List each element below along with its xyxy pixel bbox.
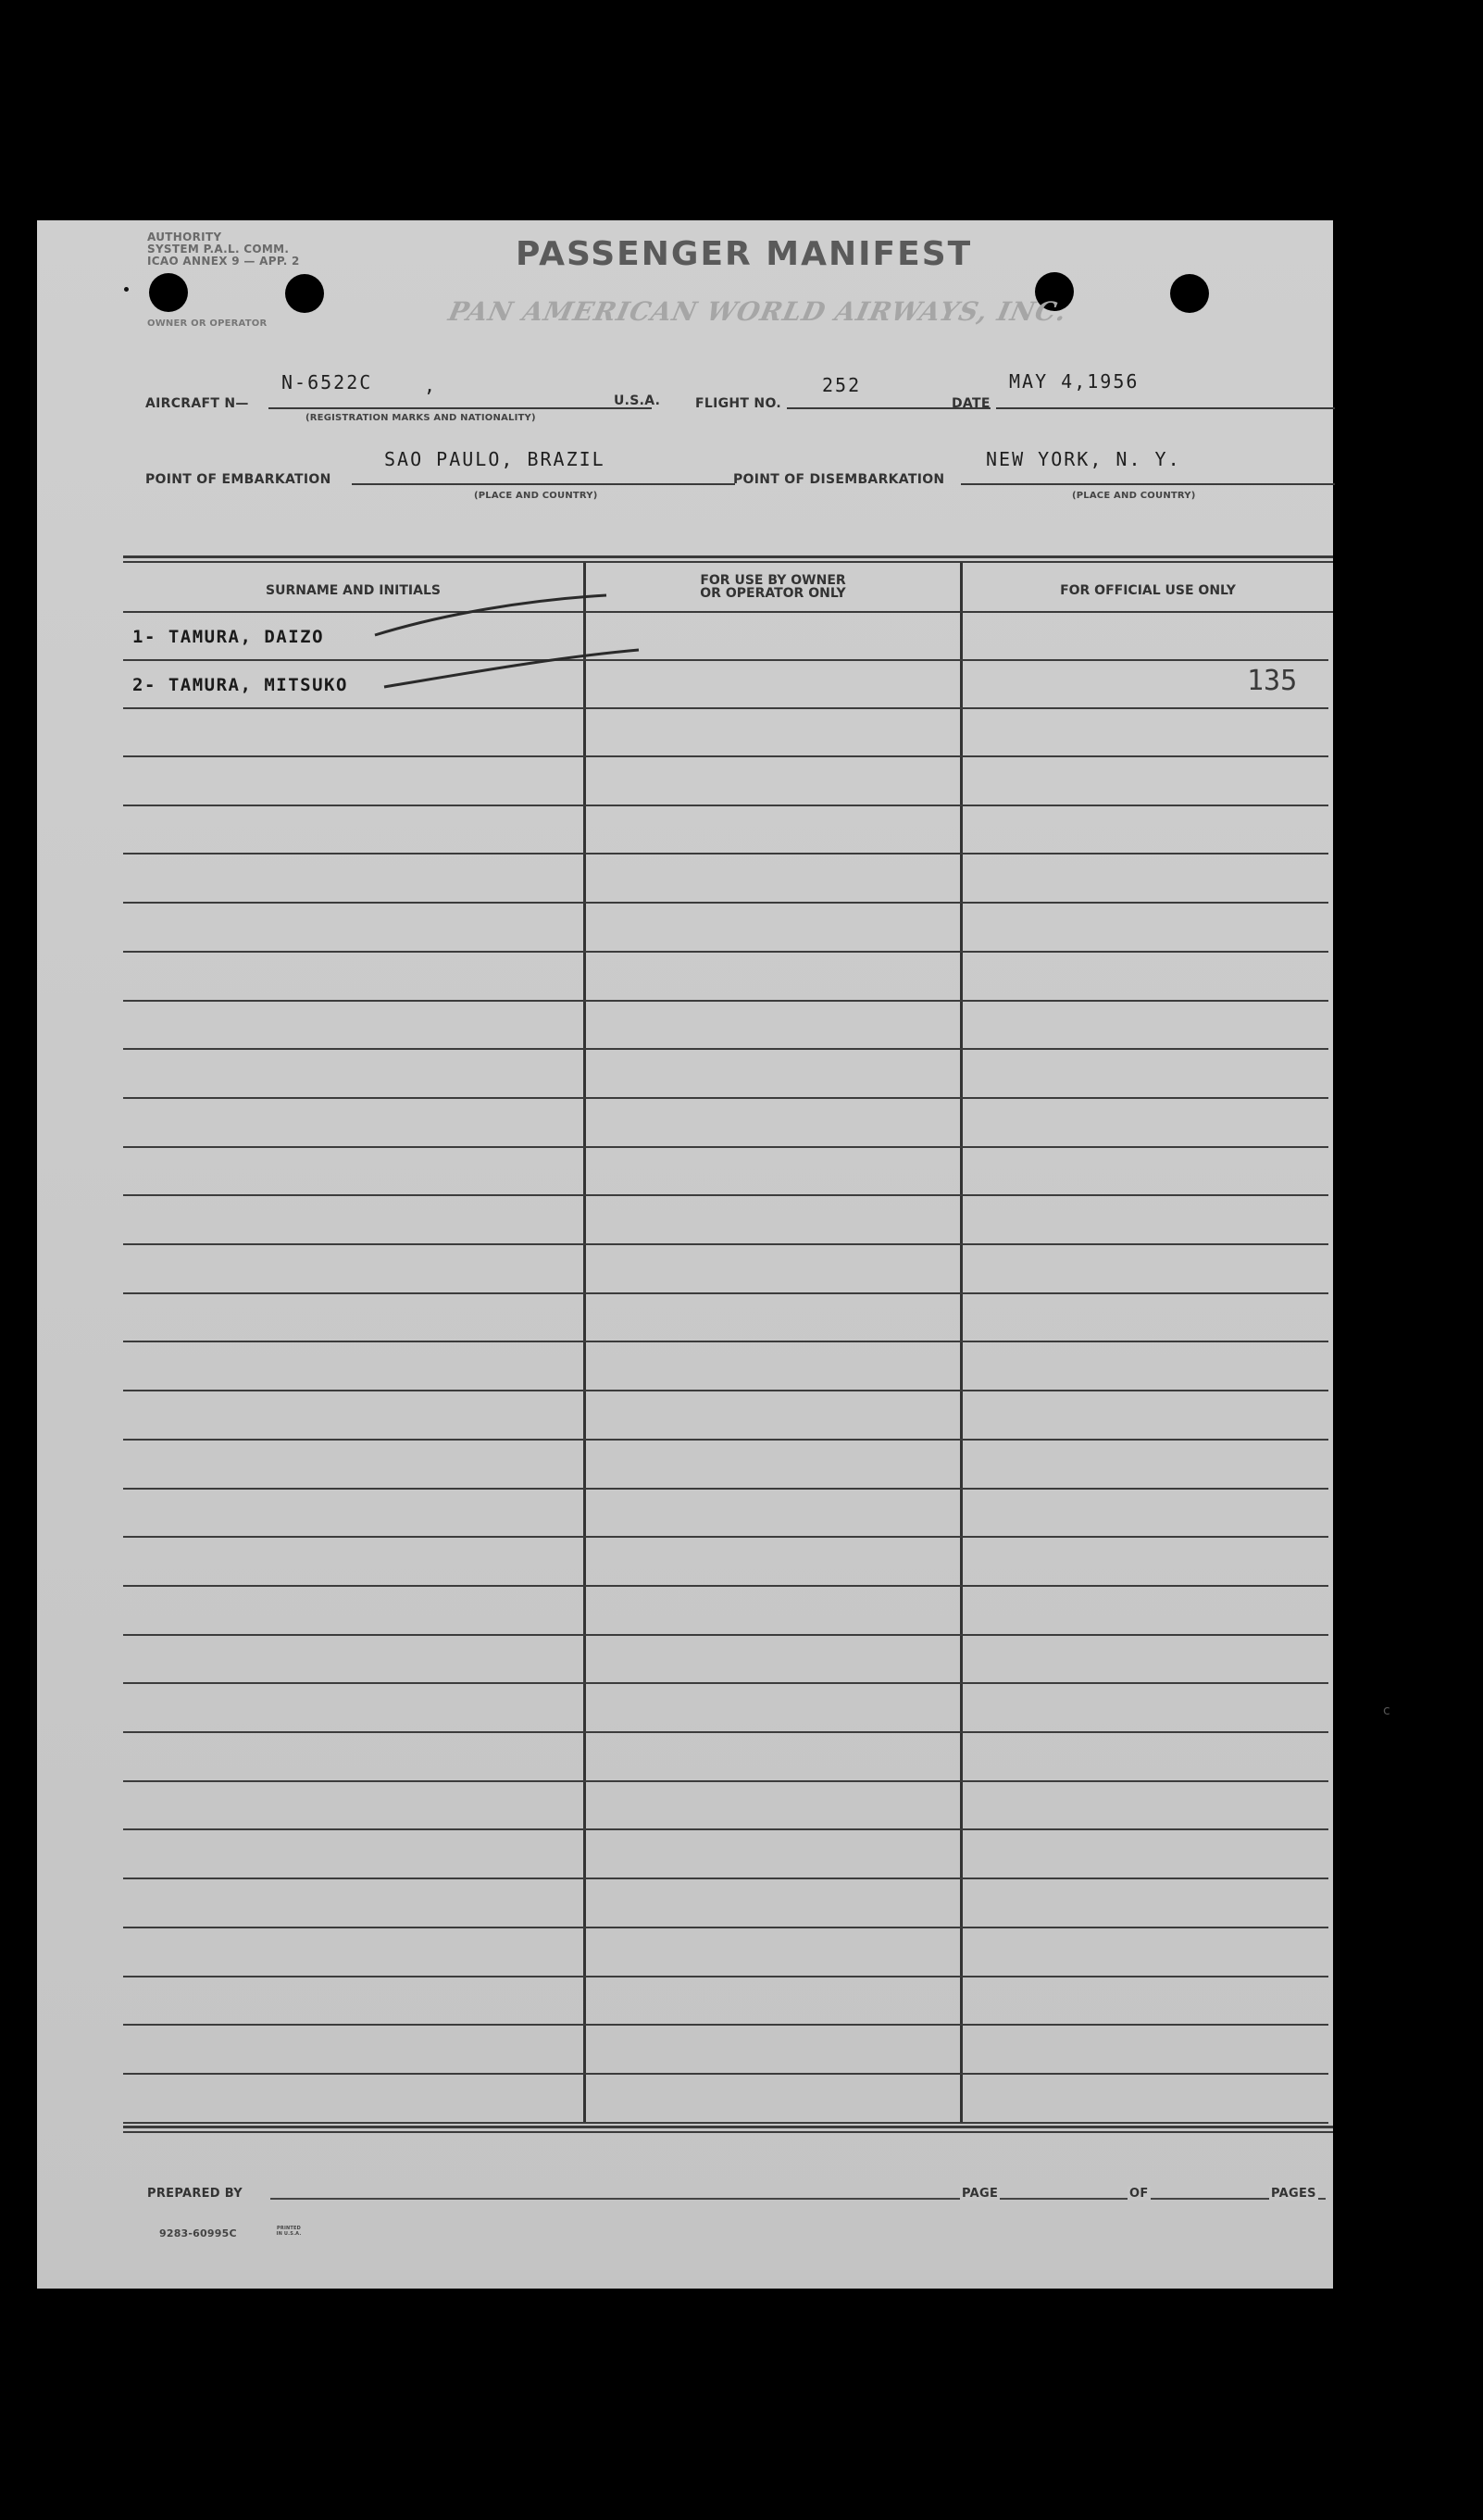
table-row bbox=[123, 1197, 1328, 1245]
aircraft-label: AIRCRAFT N— bbox=[145, 396, 249, 411]
table-row bbox=[123, 1343, 1328, 1391]
punch-hole bbox=[1170, 274, 1209, 313]
table-row bbox=[123, 1588, 1328, 1636]
manifest-page bbox=[37, 220, 1333, 2289]
table-row bbox=[123, 1782, 1328, 1830]
margin-mark: c bbox=[1383, 1703, 1390, 1718]
table-row bbox=[123, 613, 1328, 661]
disembarkation-label: POINT OF DISEMBARKATION bbox=[733, 472, 945, 487]
col-header-operator-line1: FOR USE BY OWNER bbox=[700, 573, 846, 588]
disembarkation-value: NEW YORK, N. Y. bbox=[986, 448, 1181, 470]
table-row bbox=[123, 1246, 1328, 1294]
table-row bbox=[123, 1734, 1328, 1782]
edge-mark bbox=[124, 287, 129, 292]
aircraft-mark: , bbox=[424, 374, 438, 396]
col-header-surname: SURNAME AND INITIALS bbox=[266, 583, 441, 598]
table-row bbox=[123, 1392, 1328, 1441]
col-header-operator-line2: OR OPERATOR ONLY bbox=[700, 586, 846, 601]
table-bottom-rule bbox=[123, 2126, 1333, 2128]
authority-line: AUTHORITY bbox=[147, 231, 222, 243]
table-row bbox=[123, 1831, 1328, 1879]
table-row bbox=[123, 1685, 1328, 1733]
pages-label: PAGES bbox=[1271, 2187, 1316, 2201]
disembarkation-caption: (PLACE AND COUNTRY) bbox=[1072, 491, 1196, 501]
table-row bbox=[123, 1002, 1328, 1050]
table-row bbox=[123, 758, 1328, 806]
table-row bbox=[123, 1539, 1328, 1587]
page-label: PAGE bbox=[962, 2187, 999, 2201]
table-row bbox=[123, 661, 1328, 709]
table-row bbox=[123, 1148, 1328, 1196]
table-row bbox=[123, 1100, 1328, 1148]
operator-name: PAN AMERICAN WORLD AIRWAYS, INC. bbox=[445, 296, 1070, 327]
table-row bbox=[123, 1880, 1328, 1928]
table-row bbox=[123, 1636, 1328, 1684]
nationality-label: U.S.A. bbox=[614, 393, 661, 408]
official-cell: 135 bbox=[1247, 665, 1298, 697]
of-label: OF bbox=[1129, 2187, 1149, 2201]
table-row bbox=[123, 855, 1328, 904]
date-value: MAY 4,1956 bbox=[1009, 370, 1140, 393]
aircraft-value: N-6522C bbox=[281, 371, 373, 393]
table-row bbox=[123, 2027, 1328, 2075]
punch-hole bbox=[149, 273, 188, 312]
pen-stroke bbox=[384, 650, 639, 687]
table-row bbox=[123, 2076, 1328, 2124]
authority-line: ICAO ANNEX 9 — APP. 2 bbox=[147, 255, 300, 268]
pen-stroke bbox=[375, 595, 606, 635]
table-row bbox=[123, 709, 1328, 757]
embarkation-value: SAO PAULO, BRAZIL bbox=[384, 448, 605, 470]
page-title: PASSENGER MANIFEST bbox=[516, 235, 973, 273]
table-row bbox=[123, 1977, 1328, 2026]
printer-mark: PRINTED IN U.S.A. bbox=[276, 2226, 302, 2237]
table-row bbox=[123, 1441, 1328, 1490]
table-row bbox=[123, 1929, 1328, 1977]
date-label: DATE bbox=[952, 396, 991, 411]
authority-line: SYSTEM P.A.L. COMM. bbox=[147, 243, 290, 256]
embarkation-label: POINT OF EMBARKATION bbox=[145, 472, 331, 487]
form-number: 9283-60995C bbox=[159, 2227, 237, 2239]
flight-label: FLIGHT NO. bbox=[695, 396, 781, 411]
flight-number: 252 bbox=[822, 374, 862, 396]
operator-caption: OWNER OR OPERATOR bbox=[147, 318, 268, 329]
passenger-name: 2- TAMURA, MITSUKO bbox=[132, 675, 348, 695]
punch-hole bbox=[285, 274, 324, 313]
prepared-by-label: PREPARED BY bbox=[147, 2187, 243, 2201]
registration-caption: (REGISTRATION MARKS AND NATIONALITY) bbox=[305, 413, 536, 423]
table-row bbox=[123, 904, 1328, 953]
table-row bbox=[123, 1051, 1328, 1099]
table-row bbox=[123, 1294, 1328, 1342]
table-top-rule bbox=[123, 555, 1333, 558]
table-row bbox=[123, 806, 1328, 855]
passenger-name: 1- TAMURA, DAIZO bbox=[132, 627, 325, 647]
table-row bbox=[123, 954, 1328, 1002]
table-row bbox=[123, 1490, 1328, 1538]
pen-strokes bbox=[361, 572, 657, 720]
col-header-official: FOR OFFICIAL USE ONLY bbox=[1060, 583, 1236, 598]
embarkation-caption: (PLACE AND COUNTRY) bbox=[474, 491, 598, 501]
